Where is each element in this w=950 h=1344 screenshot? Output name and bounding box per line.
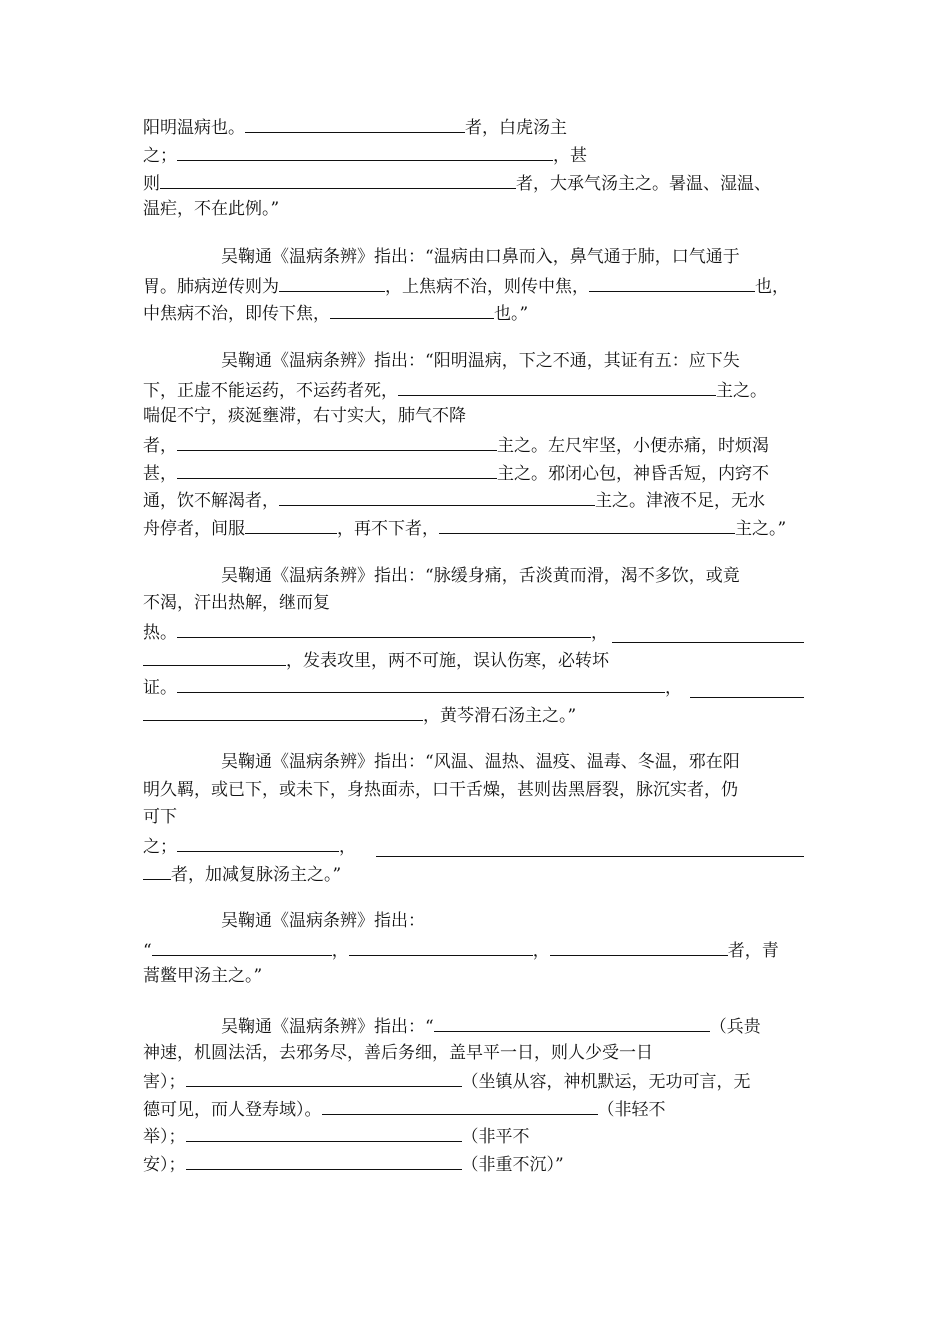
text: 温疟，不在此例。” [143,199,280,219]
p2-line-2 [143,272,789,298]
fill-blank[interactable] [439,514,735,534]
text: ， [339,837,356,857]
text: 者，白虎汤主 [465,118,567,138]
fill-blank[interactable] [245,514,337,534]
p4-line-1 [221,563,740,589]
fill-blank[interactable] [589,272,755,292]
text: 吴鞠通《温病条辨》指出：“阳明温病，下之不通，其证有五：应下失 [221,351,740,371]
text: 吴鞠通《温病条辨》指出：“温病由口鼻而入，鼻气通于肺，口气通于 [221,247,740,267]
text: 德可见，而人登寿域）。 [143,1100,322,1120]
p6-line-2 [143,936,779,962]
p5-line-5 [143,860,341,886]
p3-line-1 [221,348,740,374]
text: 喘促不宁，痰涎壅滞，右寸实大，肺气不降 [143,406,466,426]
text: 中焦病不治，即传下焦， [143,304,330,324]
p1-line-4 [143,196,279,222]
fill-blank[interactable] [376,855,804,857]
p7-line-4 [143,1095,666,1121]
text: 主之。 [716,381,767,401]
p3-line-5 [143,459,769,485]
text: 之； [143,146,177,166]
fill-blank[interactable] [279,486,595,506]
text: 安）； [143,1155,186,1175]
fill-blank[interactable] [245,113,465,133]
p5-line-1 [221,749,740,775]
text: （非重不沉）” [461,1155,564,1175]
p3-line-4 [143,431,769,457]
p4-line-2 [143,590,330,616]
text: 明久羁，或已下，或未下，身热面赤，口干舌燥，甚则齿黑唇裂，脉沉实者，仍 [143,780,738,800]
fill-blank[interactable] [177,431,497,451]
text: 主之。左尺牢坚，小便赤痛，时烦渴 [497,436,769,456]
text: 主之。” [735,519,787,539]
text: 蒿鳖甲汤主之。” [143,966,263,986]
text: 神速，机圆法活，去邪务尽，善后务细，盖早平一日，则人少受一日 [143,1043,653,1063]
fill-blank[interactable] [177,459,497,479]
fill-blank[interactable] [322,1095,598,1115]
p3-line-2 [143,376,767,402]
text: （非平不 [461,1127,530,1147]
text: 者， [143,436,177,456]
text: ， [665,678,682,698]
text: （非轻不 [597,1100,666,1120]
fill-blank[interactable] [177,832,339,852]
p4-line-3 [143,618,608,644]
fill-blank[interactable] [690,696,804,698]
text: （兵贵 [709,1017,761,1037]
p3-line-3 [143,403,466,429]
fill-blank[interactable] [279,272,385,292]
fill-blank[interactable] [177,141,553,161]
text: （坐镇从容，神机默运，无功可言，无 [461,1072,751,1092]
p1-line-2 [143,141,587,167]
p5-line-2 [143,777,738,803]
p2-line-3 [143,299,528,325]
text: 舟停者，间服 [143,519,245,539]
text: 之； [143,837,177,857]
text: “ [143,941,152,961]
p4-line-4 [143,646,609,672]
text: ，黄芩滑石汤主之。” [423,706,577,726]
fill-blank[interactable] [186,1122,462,1142]
p7-line-3 [143,1067,751,1093]
fill-blank[interactable] [143,646,286,666]
fill-blank[interactable] [177,673,665,693]
text: 者，大承气汤主之。暑温、湿温、 [516,174,771,194]
text: ，发表攻里，两不可施，误认伤寒，必转坏 [286,651,609,671]
text: ， [532,941,550,961]
text: ，再不下者， [337,519,439,539]
p5-line-4 [143,832,356,858]
text: 下，正虚不能运药，不运药者死， [143,381,398,401]
text: 主之。津液不足，无水 [595,491,765,511]
p3-line-6 [143,486,765,512]
text: 胃。肺病逆传则为 [143,277,279,297]
text: ，甚 [553,146,587,166]
p2-line-1 [221,244,740,270]
text: 则 [143,174,160,194]
fill-blank[interactable] [612,641,804,643]
fill-blank[interactable] [152,936,332,956]
text: 不渴，汗出热解，继而复 [143,593,330,613]
text: 证。 [143,678,177,698]
fill-blank[interactable] [143,860,171,880]
text: 者，加减复脉汤主之。” [171,865,342,885]
p6-line-3 [143,963,262,989]
p4-line-5 [143,673,682,699]
text: 可下 [143,807,177,827]
fill-blank[interactable] [398,376,716,396]
fill-blank[interactable] [434,1012,710,1032]
text: 通，饮不解渴者， [143,491,279,511]
p4-line-6 [143,701,576,727]
text: ，上焦病不治，则传中焦， [385,277,589,297]
fill-blank[interactable] [177,618,591,638]
text: 甚， [143,464,177,484]
p3-line-7 [143,514,786,540]
p7-line-5 [143,1122,530,1148]
p1-line-3 [143,169,771,195]
fill-blank[interactable] [550,936,728,956]
text: 举）； [143,1127,186,1147]
text: 害）； [143,1072,186,1092]
fill-blank[interactable] [160,169,516,189]
text: ， [331,941,349,961]
fill-blank[interactable] [186,1150,462,1170]
text: 吴鞠通《温病条辨》指出： [221,911,425,931]
text: 者，青 [727,941,779,961]
text: ， [591,623,608,643]
text: 吴鞠通《温病条辨》指出：“ [221,1017,434,1037]
p7-line-1 [221,1012,761,1038]
p6-line-1 [221,908,425,934]
fill-blank[interactable] [186,1067,462,1087]
p7-line-2 [143,1040,653,1066]
p5-line-3 [143,804,177,830]
text: 主之。邪闭心包，神昏舌短，内窍不 [497,464,769,484]
text: 热。 [143,623,177,643]
p7-line-6 [143,1150,564,1176]
text: 阳明温病也。 [143,118,245,138]
text: 也， [755,277,789,297]
fill-blank[interactable] [143,701,423,721]
text: 也。” [494,304,529,324]
fill-blank[interactable] [330,299,494,319]
fill-blank[interactable] [349,936,533,956]
text: 吴鞠通《温病条辨》指出：“脉缓身痛，舌淡黄而滑，渴不多饮，或竟 [221,566,740,586]
p1-line-1 [143,113,567,139]
text: 吴鞠通《温病条辨》指出：“风温、温热、温疫、温毒、冬温，邪在阳 [221,752,740,772]
